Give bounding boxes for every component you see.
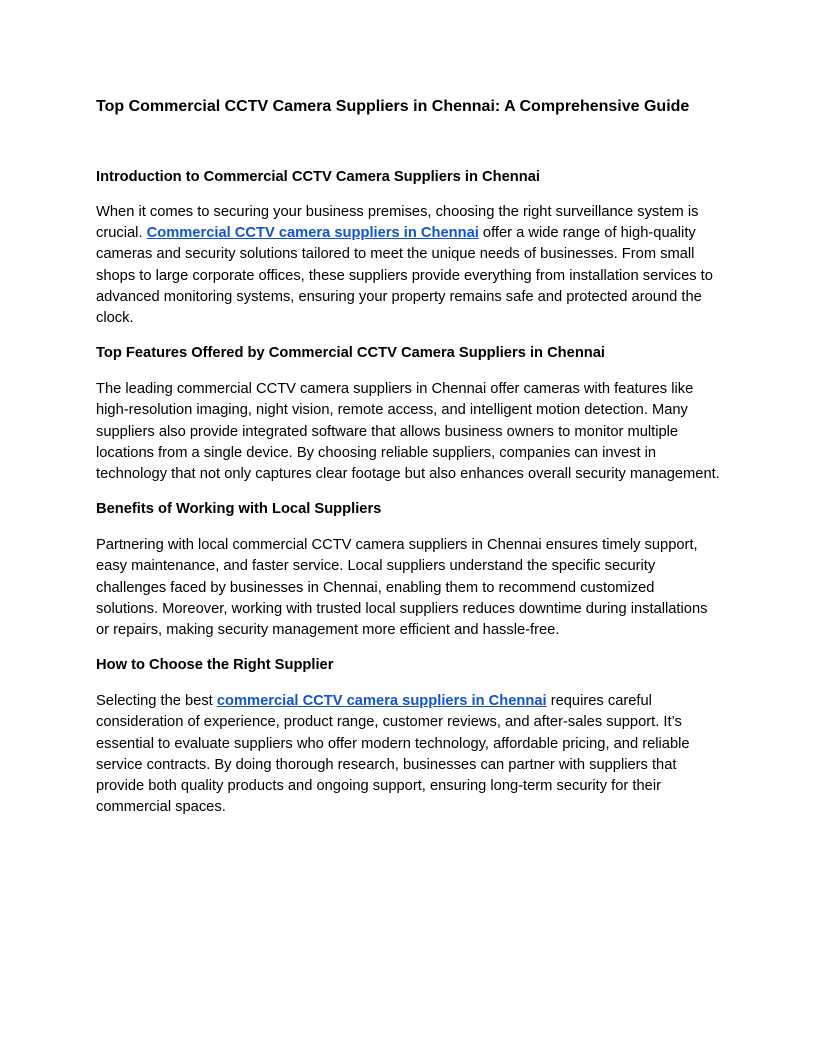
suppliers-link-1[interactable]: Commercial CCTV camera suppliers in Chennai (146, 225, 479, 242)
paragraph-text-before-link: When it comes to securing your business premises, choosing the right surveillance system is crucial. (96, 204, 699, 242)
paragraph-text-after-link: offer a wide range of high-quality cameras and security solutions tailored to meet the unique needs of businesses. From small shops to large corporate offices, these suppliers provide everything from installation services to advanced monitoring systems, ensuring your property remains safe and protected around the clock. (96, 225, 713, 327)
section-paragraph-features: The leading commercial CCTV camera suppliers in Chennai offer cameras with features like high-resolution imaging, night vision, remote access, and intelligent motion detection. Many suppliers also provide integrated software that allows business owners to monitor multiple locations from a single device. By choosing reliable suppliers, companies can invest in technology that not only captures clear footage but also enhances overall security management. (96, 381, 720, 483)
section-heading-benefits: Benefits of Working with Local Suppliers (96, 501, 382, 518)
section-paragraph-choose-supplier (96, 691, 720, 818)
document-title: Top Commercial CCTV Camera Suppliers in Chennai: A Comprehensive Guide (96, 98, 690, 115)
section-paragraph-benefits: Partnering with local commercial CCTV camera suppliers in Chennai ensures timely support, easy maintenance, and faster service. Local suppliers understand the specific security challenges faced by businesses in Chennai, enabling them to recommend customized solutions. Moreover, working with trusted local suppliers reduces downtime during installations or repairs, making security management more efficient and hassle-free. (96, 537, 708, 639)
suppliers-link-2[interactable]: commercial CCTV camera suppliers in Chennai (216, 693, 547, 710)
section-heading-choose-supplier: How to Choose the Right Supplier (96, 657, 334, 674)
section-paragraph-introduction (96, 202, 720, 329)
section-heading-introduction: Introduction to Commercial CCTV Camera Suppliers in Chennai (96, 169, 540, 185)
paragraph-text-before-link: Selecting the best (96, 693, 217, 710)
paragraph-text-after-link: requires careful consideration of experience, product range, customer reviews, and after-sales support. It’s essential to evaluate suppliers who offer modern technology, affordable pricing, and reliable service contracts. By doing thorough research, businesses can partner with suppliers that provide both quality products and ongoing support, ensuring long-term security for their commercial spaces. (96, 693, 690, 816)
section-heading-features: Top Features Offered by Commercial CCTV Camera Suppliers in Chennai (96, 345, 606, 362)
